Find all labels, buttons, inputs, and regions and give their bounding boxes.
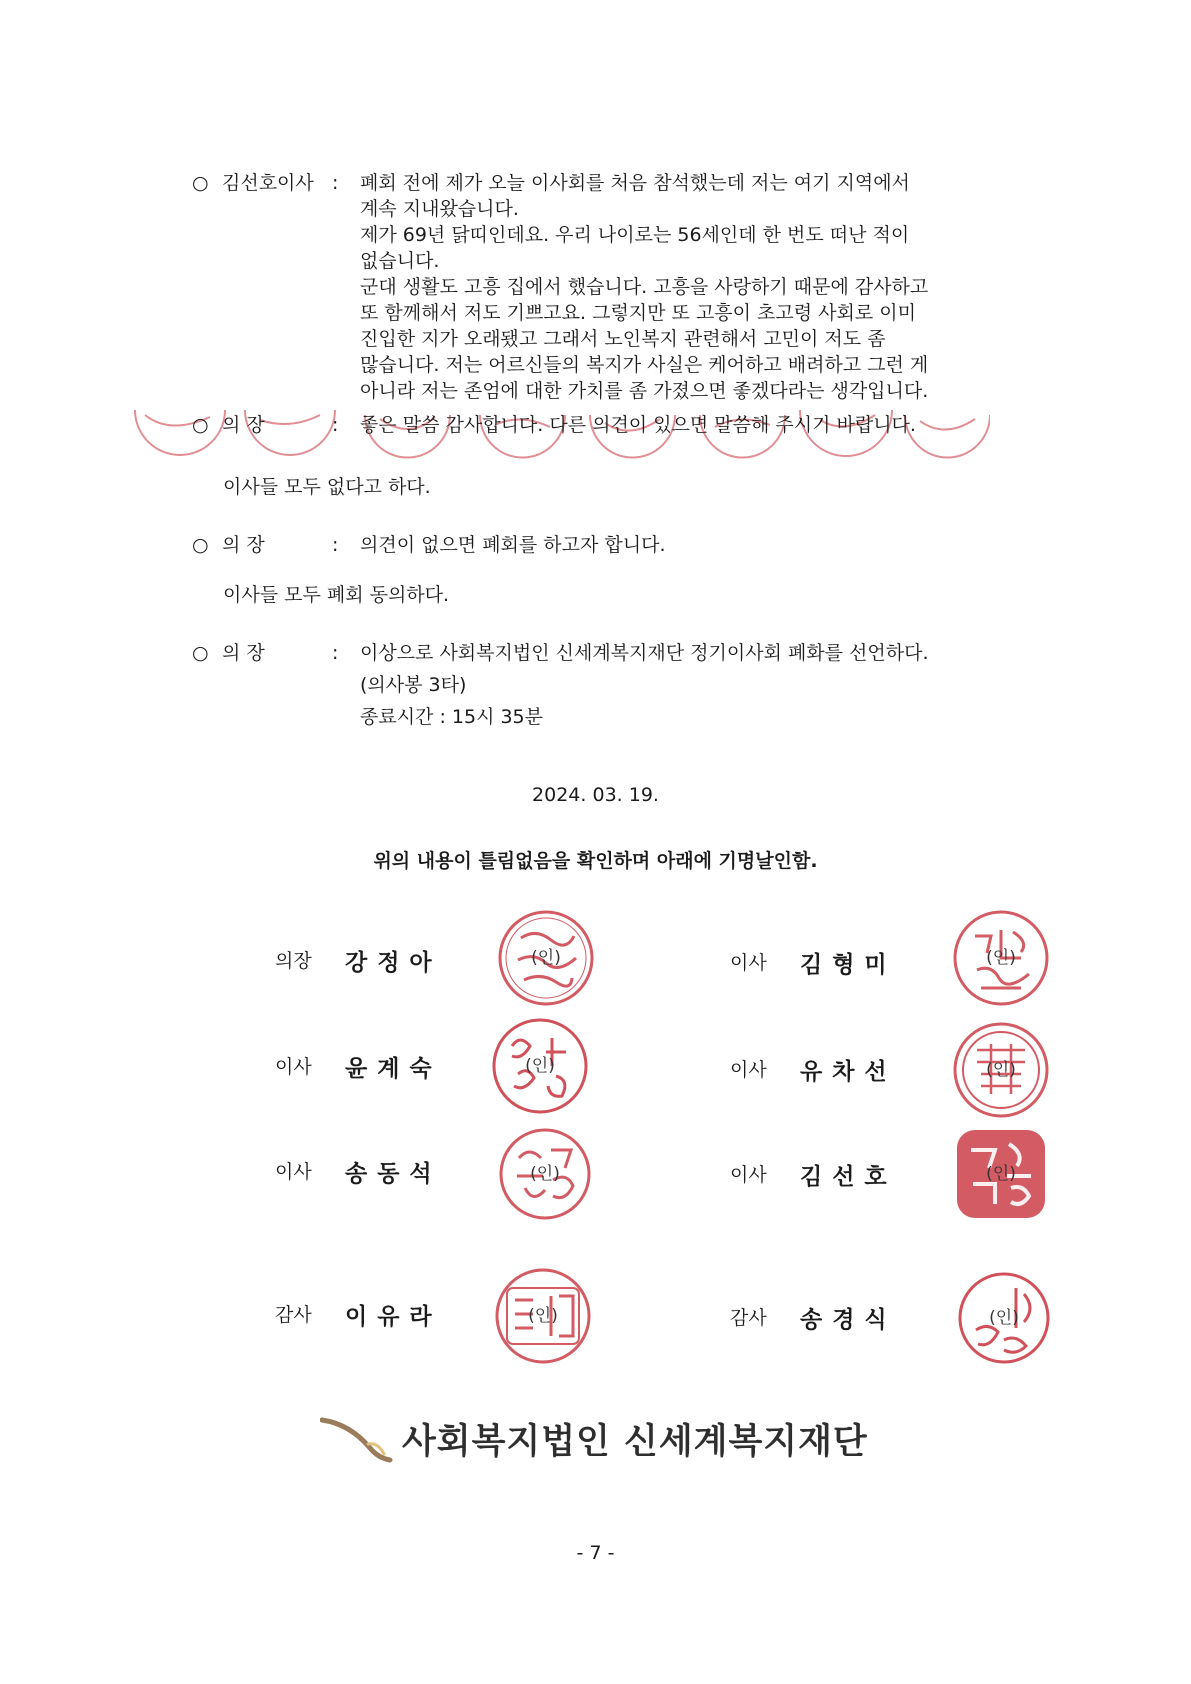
signatory-name: 강정아 [345,950,442,976]
seal-placeholder: (인) [986,1164,1016,1184]
speech-line: 많습니다. 저는 어르신들의 복지가 사실은 케어하고 배려하고 그런 게 [360,354,929,376]
circle-bullet-icon: ○ [192,414,209,436]
circle-bullet-icon: ○ [192,172,209,194]
speaker-label: 의 장 [222,642,265,664]
signatory-name: 윤계숙 [345,1056,442,1082]
seal-placeholder: (인) [530,1164,560,1184]
signatory-name: 김선호 [800,1164,897,1190]
seal-placeholder: (인) [531,948,561,968]
seal-placeholder: (인) [986,948,1016,968]
speaker-colon: : [332,172,339,194]
speaker-colon: : [332,414,339,436]
speech-line: 종료시간 : 15시 35분 [360,706,543,728]
speech-body [360,532,1020,558]
speech-line: 없습니다. [360,250,440,272]
speaker-colon: : [332,642,339,664]
speech-line: 진입한 지가 오래됐고 그래서 노인복지 관련해서 고민이 저도 좀 [360,328,886,350]
signatory-name: 송경식 [800,1307,897,1333]
speech-line: 제가 69년 닭띠인데요. 우리 나이로는 56세인데 한 번도 떠난 적이 [360,224,910,246]
organization-logo [320,1410,880,1470]
speech-line: 이상으로 사회복지법인 신세계복지재단 정기이사회 폐화를 선언하다. [360,642,929,664]
seal-stamp-icon [951,1124,1051,1224]
seal-stamp-icon [954,1268,1054,1368]
minutes-note: 이사들 모두 폐회 동의하다. [223,584,450,606]
signatory-role: 감사 [730,1307,767,1329]
speaker-colon: : [332,534,339,556]
seal-stamp-icon [951,908,1051,1008]
signatory-name: 김형미 [800,952,897,978]
signatory-role: 이사 [730,1059,767,1081]
organization-name: 사회복지법인 신세계복지재단 [402,1422,868,1462]
meeting-date: 2024. 03. 19. [532,784,659,806]
speech-line: 계속 지내왔습니다. [360,198,519,220]
speech-line: 또 함께해서 저도 기쁘고요. 그렇지만 또 고흥이 초고령 사회로 이미 [360,302,916,324]
speaker-label: 의 장 [222,414,265,436]
minutes-note: 이사들 모두 없다고 하다. [223,476,431,498]
speech-line: (의사봉 3타) [360,674,467,696]
seal-placeholder: (인) [528,1306,558,1326]
signatory-role: 이사 [730,952,767,974]
seal-stamp-icon [495,1124,595,1224]
seal-stamp-icon [493,1266,593,1366]
circle-bullet-icon: ○ [192,642,209,664]
signatory-role: 이사 [730,1164,767,1186]
speech-line: 군대 생활도 고흥 집에서 했습니다. 고흥을 사랑하기 때문에 감사하고 [360,276,929,298]
signatory-role: 이사 [275,1161,312,1183]
speech-body [360,412,1020,438]
seal-placeholder: (인) [525,1056,555,1076]
confirmation-statement: 위의 내용이 틀림없음을 확인하며 아래에 기명날인함. [373,850,818,872]
signatory-name: 이유라 [345,1304,442,1330]
seal-stamp-icon [496,908,596,1008]
speech-line: 의견이 없으면 폐회를 하고자 합니다. [360,534,666,556]
speech-line: 폐회 전에 제가 오늘 이사회를 처음 참석했는데 저는 여기 지역에서 [360,172,910,194]
circle-bullet-icon: ○ [192,534,209,556]
seal-stamp-icon [490,1016,590,1116]
speech-line: 아니라 저는 존엄에 대한 가치를 좀 가졌으면 좋겠다라는 생각입니다. [360,380,929,402]
speech-body [360,637,1020,733]
signatory-role: 이사 [275,1056,312,1078]
signatory-role: 의장 [275,950,312,972]
speaker-label: 김선호이사 [222,172,314,194]
speaker-label: 의 장 [222,534,265,556]
seal-placeholder: (인) [986,1060,1016,1080]
brush-stroke-logo-icon [320,1414,400,1464]
seal-stamp-icon [951,1020,1051,1120]
page-number: - 7 - [576,1542,615,1564]
speech-body [360,170,1020,404]
seal-placeholder: (인) [989,1308,1019,1328]
signatory-name: 송동석 [345,1161,442,1187]
signatory-role: 감사 [275,1304,312,1326]
speech-line: 좋은 말씀 감사합니다. 다른 의견이 있으면 말씀해 주시기 바랍니다. [360,414,916,436]
signatory-name: 유차선 [800,1059,897,1085]
